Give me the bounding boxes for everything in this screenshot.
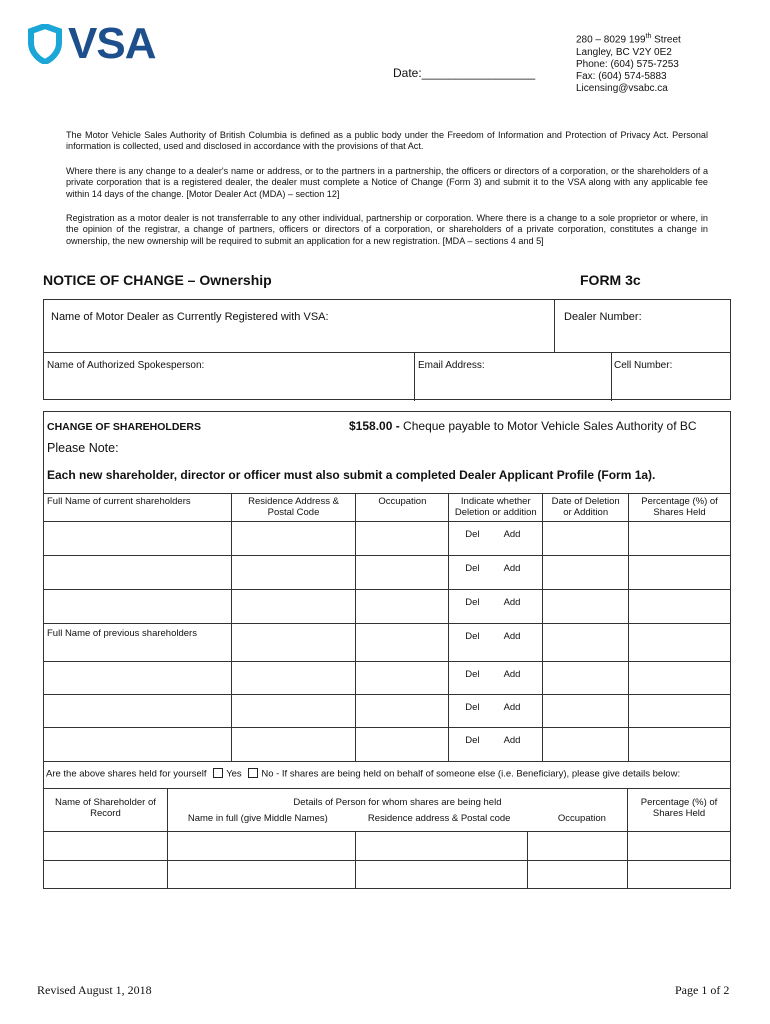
del-option: Del (465, 735, 480, 746)
del-option: Del (465, 563, 480, 574)
held-for-yourself-row (46, 768, 680, 780)
table-row[interactable] (44, 590, 731, 624)
table-header-row (44, 494, 731, 522)
table-row[interactable] (44, 662, 731, 695)
email-link[interactable]: Licensing@vsabc.ca (576, 83, 668, 95)
revised-date: Revised August 1, 2018 (37, 983, 152, 997)
col-percentage-ben: Percentage (%) of Shares Held (628, 789, 731, 832)
shield-icon (28, 24, 62, 64)
col-shareholder-of-record: Name of Shareholder of Record (44, 789, 168, 832)
vsa-address: 280 – 8029 199th Street Langley, BC V2Y 0E2 Phone: (604) 575-7253 Fax: (604) 574-5883 Licensing@vsabc.ca (576, 33, 681, 95)
cell-number-label: Cell Number: (614, 360, 673, 371)
del-option: Del (465, 702, 480, 713)
table-row[interactable] (44, 556, 731, 590)
col-occupation: Occupation (356, 494, 449, 522)
dealer-name-label: Name of Motor Dealer as Currently Registered with VSA: (51, 311, 329, 323)
yes-label: Yes (226, 768, 242, 780)
no-checkbox[interactable] (248, 768, 258, 778)
dealer-info-box (43, 299, 731, 400)
add-option: Add (503, 735, 521, 746)
form-title: NOTICE OF CHANGE – Ownership (43, 272, 272, 288)
col-details (167, 789, 627, 832)
add-option: Add (503, 631, 521, 642)
add-option: Add (503, 563, 521, 574)
spokesperson-label: Name of Authorized Spokesperson: (47, 360, 205, 371)
date-blank: _________________ (421, 66, 536, 80)
registration-paragraph: Registration as a motor dealer is not transferrable to any other individual, partnership or corporation. Where there is a change to a sole proprietor or where, in the opinion of the registrar, a change of partners, officers or directors of a corporation, or shareholders of a private corporation, constitutes a change in ownership, the new ownership will be required to submit an application for a new registration. [MDA – sections 4 and 5] (66, 213, 708, 246)
phone: Phone: (604) 575-7253 (576, 58, 679, 70)
del-option: Del (465, 597, 480, 608)
beneficiary-section (43, 788, 731, 889)
add-option: Add (503, 529, 521, 540)
col-residence-address: Residence Address & Postal Code (231, 494, 356, 522)
form-title-row (43, 272, 731, 288)
table-row[interactable] (44, 728, 731, 762)
change-paragraph: Where there is any change to a dealer's name or address, or to the partners in a partnership, the officers or directors of a corporation, or the shareholders of a private corporation that is a registered dealer, the dealer must complete a Notice of Change (Form 3) and submit it to the VSA along with any applicable fee within 14 days of the change. [Motor Dealer Act (MDA) – section 12] (66, 166, 708, 199)
col-occupation-ben: Occupation (557, 813, 606, 824)
vsa-logo (28, 19, 156, 68)
col-del-add: Indicate whether Deletion or addition (449, 494, 543, 522)
date-label: Date: (393, 66, 422, 80)
held-question: Are the above shares held for yourself (46, 768, 207, 780)
col-percentage: Percentage (%) of Shares Held (629, 494, 731, 522)
table-row[interactable] (44, 624, 731, 662)
please-note: Please Note: (47, 441, 119, 455)
col-full-name: Name in full (give Middle Names) (187, 813, 328, 824)
fee-line: $158.00 - Cheque payable to Motor Vehicle Sales Authority of BC (349, 419, 697, 433)
previous-shareholders-label: Full Name of previous shareholders (44, 624, 232, 662)
beneficiary-table (43, 788, 731, 889)
shareholders-section (43, 411, 731, 789)
shareholders-table (43, 493, 731, 762)
privacy-paragraph: The Motor Vehicle Sales Authority of British Columbia is defined as a public body under the Freedom of Information and Protection of Privacy Act. Personal information is collected, used and disclosed in accordance with the provisions of that Act. (66, 130, 708, 152)
fax: Fax: (604) 574-5883 (576, 70, 667, 82)
add-option: Add (503, 702, 521, 713)
details-label: Details of Person for whom shares are being held (293, 797, 502, 808)
table-row[interactable] (44, 695, 731, 728)
col-current-shareholders: Full Name of current shareholders (44, 494, 232, 522)
page-number: Page 1 of 2 (675, 983, 730, 997)
form-number: FORM 3c (580, 272, 641, 288)
del-option: Del (465, 631, 480, 642)
col-residence: Residence address & Postal code (367, 813, 511, 824)
date-field[interactable] (393, 66, 535, 80)
shareholders-heading: CHANGE OF SHAREHOLDERS (47, 421, 202, 433)
dealer-number-label: Dealer Number: (564, 311, 642, 323)
form-1a-notice: Each new shareholder, director or officer must also submit a completed Dealer Applicant Profile (Form 1a). (47, 468, 656, 482)
yes-checkbox[interactable] (213, 768, 223, 778)
del-option: Del (465, 529, 480, 540)
col-date: Date of Deletion or Addition (543, 494, 629, 522)
del-option: Del (465, 669, 480, 680)
address-city: Langley, BC V2Y 0E2 (576, 46, 672, 58)
email-label: Email Address: (418, 360, 485, 371)
table-header-row (44, 789, 731, 832)
no-label: No - If shares are being held on behalf of someone else (i.e. Beneficiary), please give details below: (261, 768, 681, 780)
table-row[interactable] (44, 861, 731, 889)
table-row[interactable] (44, 832, 731, 861)
table-row[interactable] (44, 522, 731, 556)
add-option: Add (503, 669, 521, 680)
add-option: Add (503, 597, 521, 608)
logo-text: VSA (68, 19, 156, 68)
